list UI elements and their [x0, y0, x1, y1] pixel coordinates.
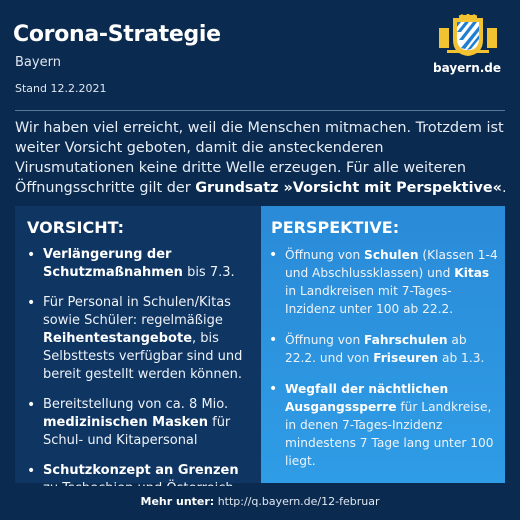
item-text: Öffnung von [285, 333, 365, 347]
item-highlight: Kitas [454, 266, 490, 280]
intro-principle: Grundsatz »Vorsicht mit Perspektive« [195, 180, 502, 196]
item-text: für Schul- und Kitapersonal [43, 415, 231, 448]
item-text: in Landkreisen mit 7-Tages-Inzidenz unter 100 ab 22.2. [285, 284, 454, 316]
item-text: ab 22.2. und von [285, 333, 467, 365]
perspektive-list [265, 246, 499, 483]
item-text: ab 1.3. [438, 351, 485, 365]
item-highlight: Fahrschulen [364, 333, 448, 347]
vorsicht-list [23, 246, 255, 510]
list-item [23, 294, 255, 384]
item-text: bis 7.3. [182, 265, 235, 280]
page-title: Corona-Strategie [13, 22, 221, 47]
item-highlight: Verlängerung der Schutzmaßnahmen [43, 247, 183, 280]
footer-label: Mehr unter: [140, 495, 215, 508]
intro-end: . [501, 180, 507, 196]
bullet-dot-icon: • [269, 247, 278, 263]
bullet-dot-icon: • [269, 332, 278, 348]
bullet-dot-icon: • [27, 397, 36, 413]
perspektive-panel [261, 206, 505, 483]
item-highlight: Schulen [364, 248, 419, 262]
bullet-dot-icon: • [27, 463, 36, 479]
bullet-dot-icon: • [27, 295, 36, 311]
item-text: Für Personal in Schulen/Kitas sowie Schüler: regelmäßige [43, 295, 231, 328]
perspektive-title: PERSPEKTIVE: [271, 218, 400, 237]
item-text: für Landkreise, in denen 7-Tages-Inzidenz mindestens 7 Tage lang unter 100 liegt. [285, 400, 494, 468]
intro-text [15, 118, 507, 198]
list-item [23, 246, 243, 282]
brand-link[interactable]: bayern.de [433, 61, 502, 75]
page-subtitle: Bayern [15, 55, 61, 70]
list-item [23, 396, 255, 450]
item-highlight: Reihentestangebote [43, 331, 193, 346]
item-text: (Klassen 1-4 und Abschlussklassen) und [285, 248, 498, 280]
intro-body: Wir haben viel erreicht, weil die Menschen mitmachen. Trotzdem ist weiter Vorsicht geboten, damit die ansteckenderen Virusmutationen keine dritte Welle erzeugen. Für alle weiteren Öffnungsschritte gilt der [15, 120, 504, 196]
item-text: , bis Selbsttests verfügbar sind und bereit gestellt werden können. [43, 331, 243, 382]
bavarian-coat-of-arms-icon [437, 14, 499, 56]
list-item [265, 246, 499, 318]
footer [0, 486, 520, 520]
header-divider [15, 110, 505, 111]
vorsicht-panel [15, 206, 261, 483]
list-item [265, 331, 499, 367]
item-highlight: Friseuren [373, 351, 439, 365]
header [0, 0, 520, 110]
bullet-dot-icon: • [269, 381, 278, 397]
item-highlight: Schutzkonzept an Grenzen [43, 463, 239, 478]
item-highlight: medizinischen Masken [43, 415, 208, 430]
vorsicht-title: VORSICHT: [27, 218, 125, 237]
item-text: Öffnung von [285, 248, 365, 262]
date-stamp: Stand 12.2.2021 [15, 82, 107, 95]
list-item [265, 380, 499, 470]
item-text: Bereitstellung von ca. 8 Mio. [43, 397, 229, 412]
item-highlight: Wegfall der nächtlichen Ausgangssperre [285, 382, 449, 414]
bullet-dot-icon: • [27, 247, 36, 263]
footer-link[interactable]: http://q.bayern.de/12-februar [214, 495, 380, 508]
